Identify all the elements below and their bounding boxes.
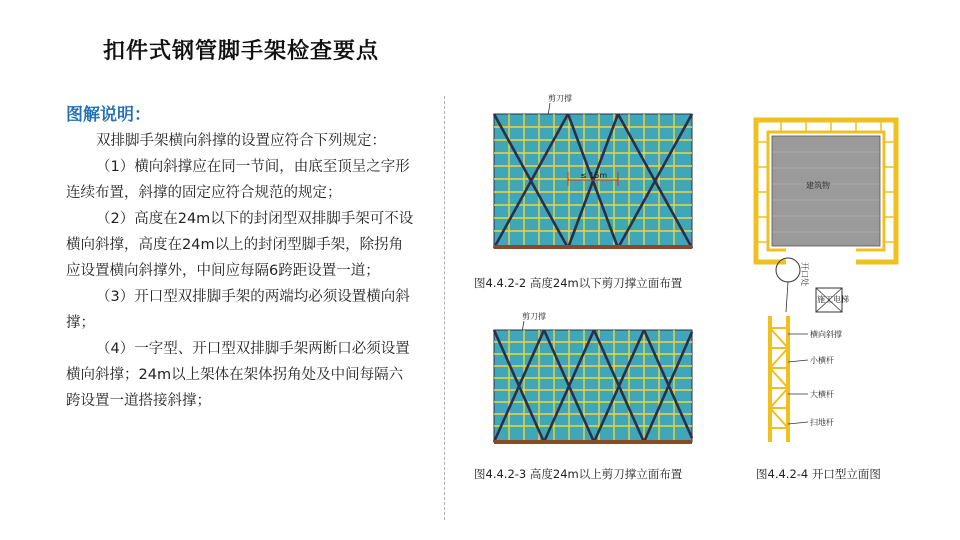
building-block (772, 136, 880, 246)
paragraph-rule-4: （4）一字型、开口型双排脚手架两断口必须设置横向斜撑；24m以上架体在架体拐角处及中间每隔六跨设置一道搭接斜撑； (66, 341, 410, 409)
opening-callout-circle (776, 258, 800, 282)
label-transverse-brace: 横向斜撑 (810, 330, 842, 339)
figure-label: 剪刀撑 (548, 94, 572, 103)
ground-base (494, 440, 692, 444)
column-divider (444, 96, 445, 520)
label-small-crossbar: 小横杆 (810, 356, 834, 365)
description-text (66, 128, 416, 414)
elevator-label: 施工电梯 (817, 295, 849, 304)
figure-scissor-brace-above-24m (488, 310, 698, 448)
dimension-label: ≤ 15m (580, 171, 608, 180)
figure-caption-1: 图4.4.2-2 高度24m以下剪刀撑立面布置 (474, 276, 683, 290)
open-scaffold-plan-diagram (746, 112, 906, 452)
figure-scissor-brace-below-24m (488, 92, 698, 254)
figure-caption-3: 图4.4.2-4 开口型立面图 (756, 467, 881, 481)
figure-caption-2: 图4.4.2-3 高度24m以上剪刀撑立面布置 (474, 467, 683, 481)
opening-label: 开口处 (800, 262, 809, 286)
leader-lines (788, 334, 808, 424)
building-label: 建筑物 (806, 181, 830, 190)
figure-open-scaffold (746, 112, 906, 452)
paragraph-rule-3: （3）开口型双排脚手架的两端均必须设置横向斜撑； (66, 289, 410, 331)
figure-label: 剪刀撑 (522, 312, 546, 321)
scaffold-elevation-diagram-1 (488, 92, 698, 254)
elevation-bars (770, 328, 788, 428)
paragraph-rule-1: （1）横向斜撑应在同一节间，由底至顶呈之字形连续布置，斜撑的固定应符合规范的规定； (66, 159, 410, 201)
label-sweep-bar: 扫地杆 (810, 418, 834, 427)
paragraph-intro: 双排脚手架横向斜撑的设置应符合下列规定： (96, 133, 386, 149)
page-title: 扣件式钢管脚手架检查要点 (103, 39, 380, 64)
scaffold-elevation-diagram-2 (488, 310, 698, 448)
ground-base (494, 245, 692, 249)
paragraph-rule-2: （2）高度在24m以下的封闭型双排脚手架可不设横向斜撑，高度在24m以上的封闭型脚手架，除拐角应设置横向斜撑外，中间应每隔6跨距设置一道； (66, 211, 414, 279)
label-large-crossbar: 大横杆 (810, 390, 834, 399)
section-heading: 图解说明： (66, 105, 151, 125)
